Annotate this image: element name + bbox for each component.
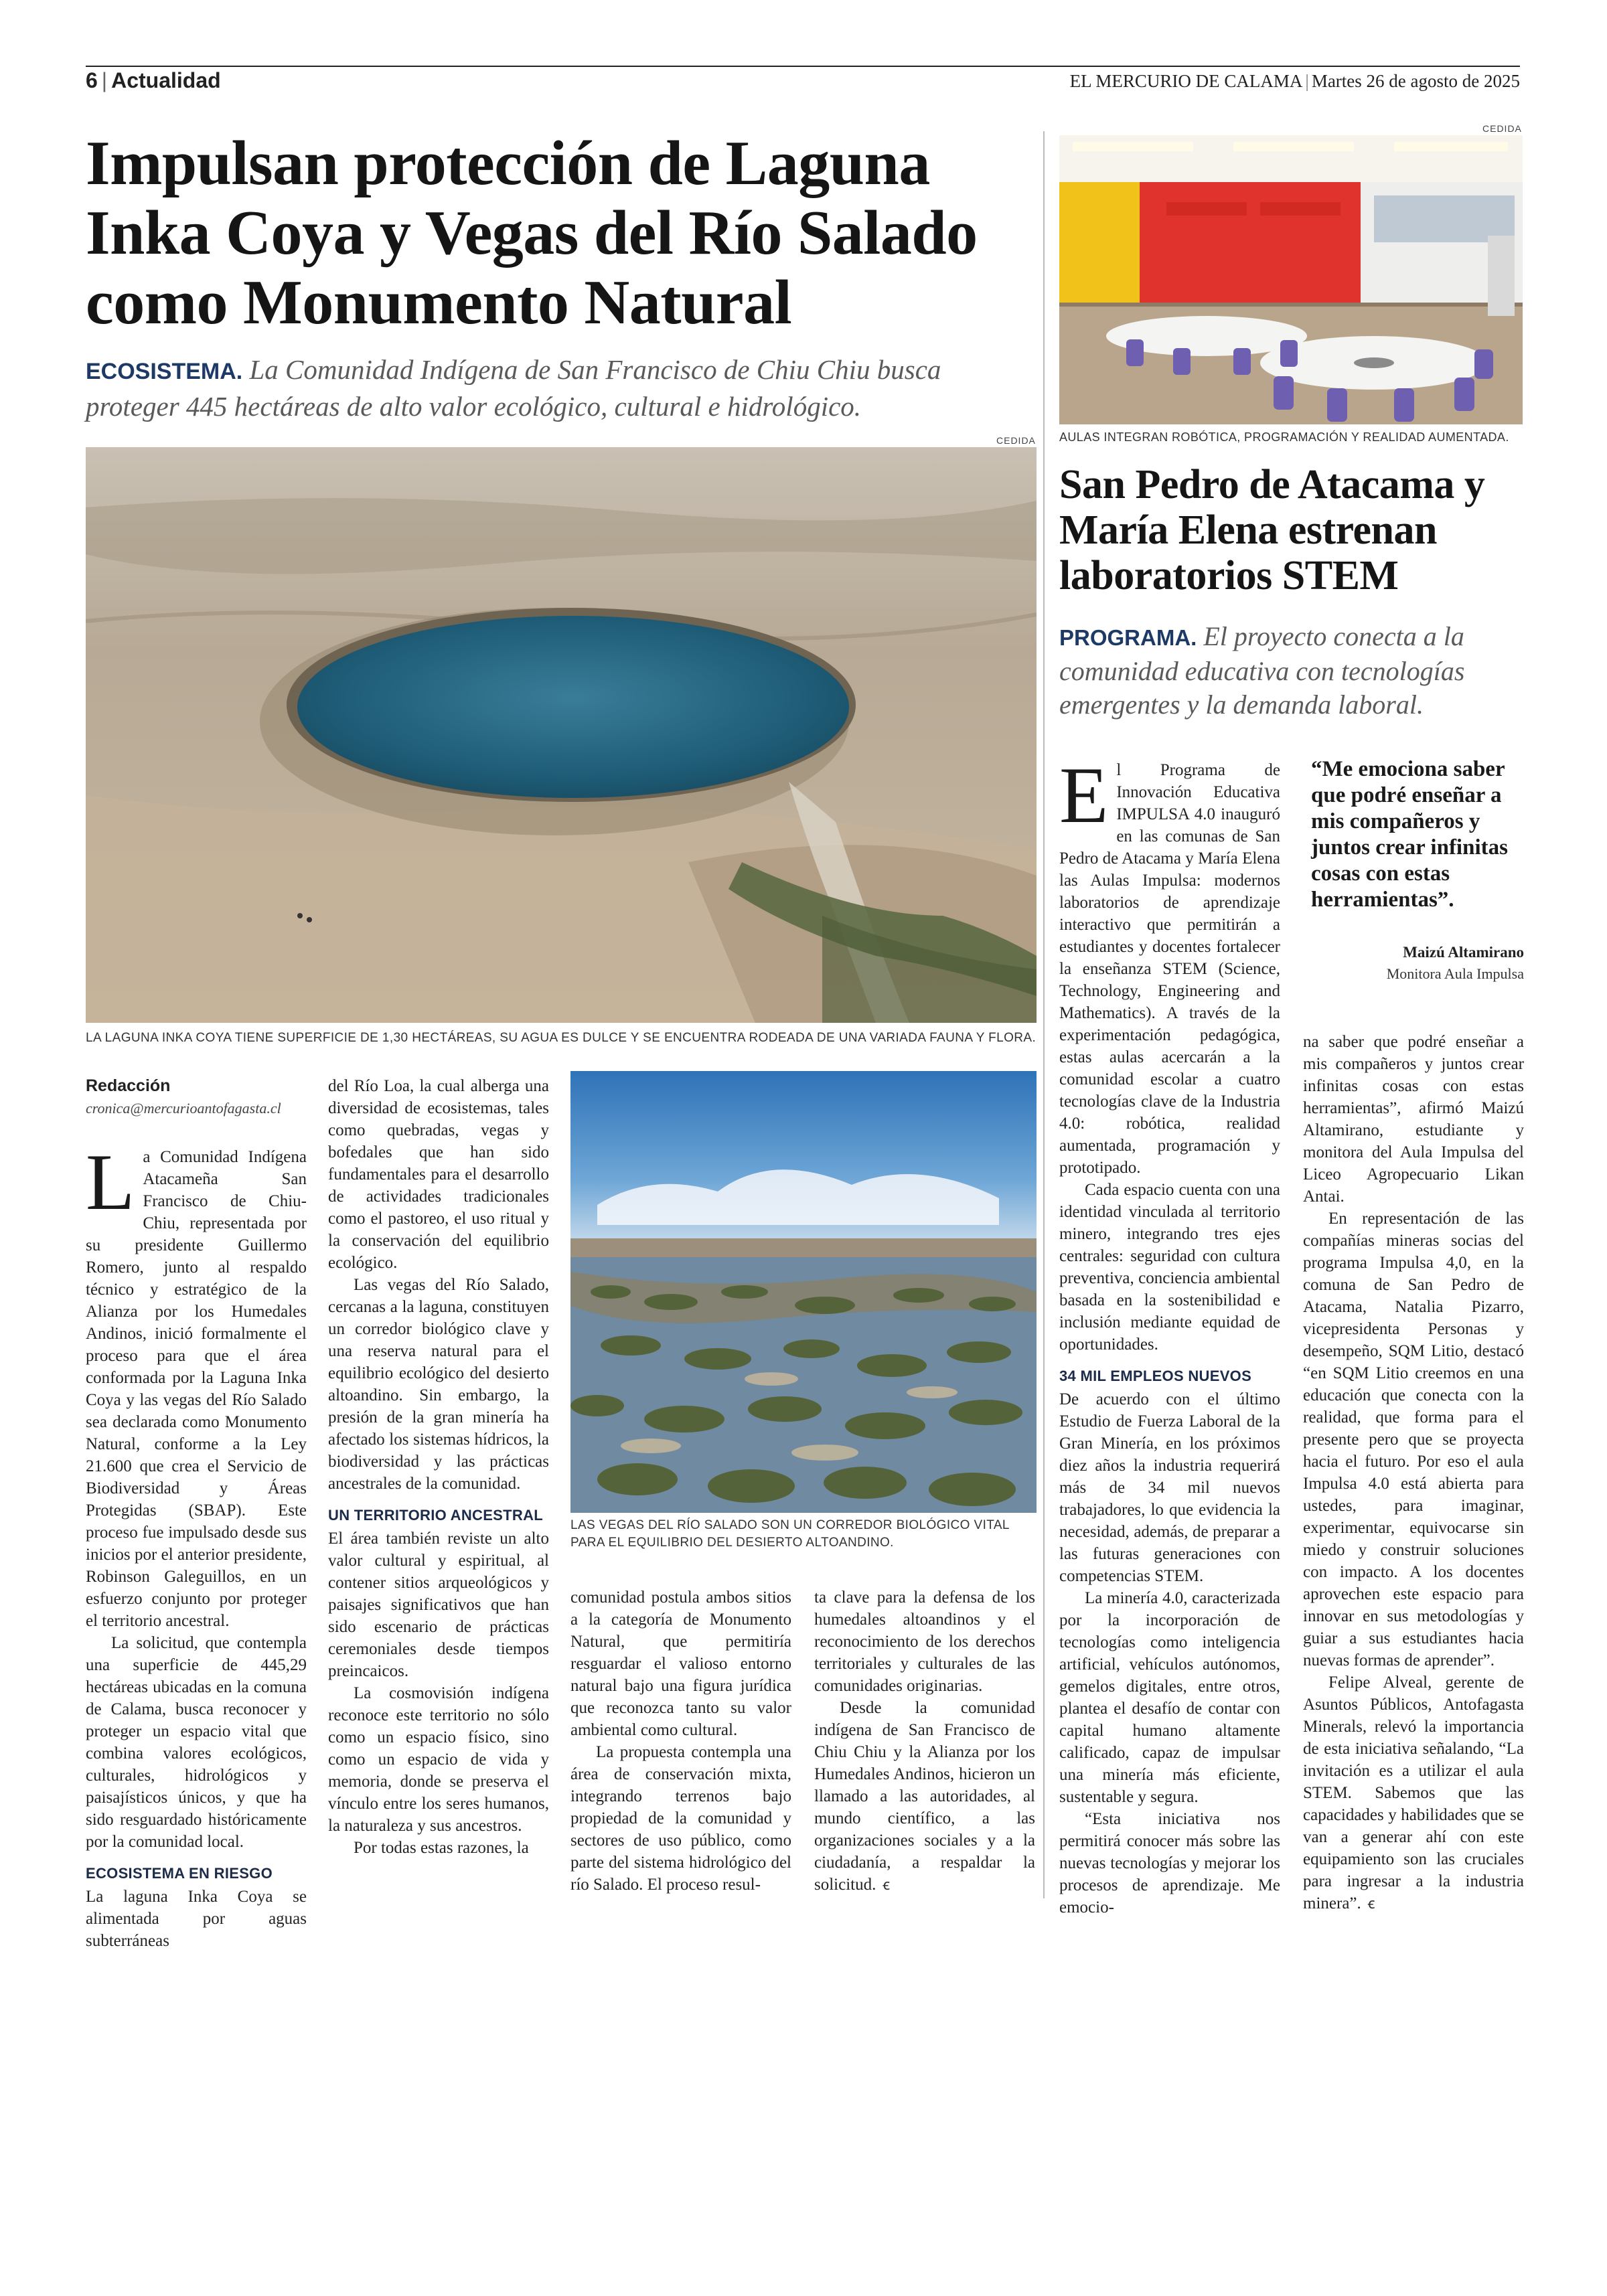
paragraph: “Esta iniciativa nos permitirá conocer más sobre las nuevas tecnologías y mejorar los procesos de aprendizaje. Me emocio- [1059,1810,1280,1916]
side-column-1 [1059,750,1280,1918]
paragraph-text: a Comunidad Indígena Atacameña San Francisco de Chiu-Chiu, representada por su presidente Guillermo Romero, junto al respaldo técnico y estratégico de la Alianza por los Humedales Andinos, inició formalmente el proceso para que el área conformada por la Laguna Inka Coya y las vegas del Río Salado sea declarada como Monumento Natural, conforme a la Ley 21.600 que crea el Servicio de Biodiversidad y Áreas Protegidas (SBAP). Este proceso fue impulsado desde sus inicios por el anterior presidente, Robinson Galeguillos, en un esfuerzo conjunto por proteger el territorio ancestral. [86,1148,307,1630]
quote-author-role: Monitora Aula Impulsa [1386,965,1524,982]
main-headline-line: como Monumento Natural [86,268,792,337]
page-section-label [86,68,221,93]
paragraph: Por todas estas razones, la [354,1839,529,1857]
main-headline [86,129,1030,337]
paragraph: del Río Loa, la cual alberga una diversidad de ecosistemas, tales como quebradas, vegas y bofedales que han sido fundamentales para el desarrollo de actividades tradicionales como el pastoreo, el uso ritual y la conservación del equilibrio ecológico. [328,1077,549,1272]
main-column-3 [570,1586,791,1896]
paragraph: La propuesta contempla una área de conservación mixta, integrando terrenos bajo propiedad de la comunidad y sectores de uso público, como parte del sistema hidrológico del río Salado. El proceso resul- [570,1743,791,1894]
paragraph: La cosmovisión indígena reconoce este territorio no sólo como un espacio físico, sino como un espacio de vida y memoria, donde se preserva el vínculo entre los seres humanos, la naturaleza y sus ancestros. [328,1684,549,1835]
photo-credit: CEDIDA [1482,123,1522,134]
main-deck-kicker: ECOSISTEMA. [86,359,243,384]
side-headline [1059,462,1528,598]
side-deck-text: El proyecto conecta a la comunidad educativa con tecnologías emergentes y la demanda laboral. [1059,621,1465,720]
newspaper-name: EL MERCURIO DE CALAMA [1069,71,1303,91]
masthead-info [1070,71,1520,92]
paragraph-text: Felipe Alveal, gerente de Asuntos Públicos, Antofagasta Minerals, relevó la importancia de esta iniciativa señalando, “La invitación es a utilizar el aula STEM. Sabemos que las capacidades y habilidades que se van a generar ahí con este equipamiento son las cruciales para ingresar a la industria minera”. [1303,1673,1524,1912]
main-column-1 [86,1137,307,1952]
main-headline-line: Inka Coya y Vegas del Río Salado [86,198,978,268]
main-deck-text: La Comunidad Indígena de San Francisco de Chiu Chiu busca proteger 445 hectáreas de alto valor ecológico, cultural e hidrológico. [86,354,941,422]
side-deck-kicker: PROGRAMA. [1059,625,1197,650]
paragraph: La minería 4.0, caracterizada por la incorporación de tecnologías como inteligencia artificial, vehículos autónomos, gemelos digitales, entre otros, plantea el desafío de contar con capital humano altamente calificado, capaz de impulsar una minería más eficiente, sustentable y segura. [1059,1589,1280,1806]
drop-cap: E [1059,750,1109,839]
header-rule [86,66,1520,67]
paragraph: Las vegas del Río Salado, cercanas a la laguna, constituyen un corredor biológico clave y una reserva natural para el equilibrio ecológico del desierto altoandino. Sin embargo, la presión de la gran minería ha afectado los sistemas hídricos, la biodiversidad y las prácticas ancestrales de la comunidad. [328,1276,549,1493]
drop-cap: L [86,1137,135,1226]
paragraph: De acuerdo con el último Estudio de Fuerza Laboral de la Gran Minería, en los próximos diez años la industria requerirá más de 34 mil nuevos trabajadores, lo que evidencia la necesidad, además, de preparar a las futuras generaciones con competencias STEM. [1059,1390,1280,1585]
side-headline-line: San Pedro de Atacama y [1059,462,1485,507]
header-divider: | [101,68,108,92]
stem-photo-caption: AULAS INTEGRAN ROBÓTICA, PROGRAMACIÓN Y REALIDAD AUMENTADA. [1059,430,1509,444]
stem-classroom-photo [1059,135,1523,424]
paragraph-text: Desde la comunidad indígena de San Francisco de Chiu Chiu y la Alianza por los Humedales Andinos, hicieron un llamado a las autoridades, al mundo científico, a las organizaciones sociales y a la ciudadanía, a respaldar la solicitud. [814,1699,1035,1894]
quote-author: Maizú Altamirano [1403,944,1524,961]
paragraph: ta clave para la defensa de los humedales altoandinos y el reconocimiento de los derechos territoriales y culturales de las comunidades originarias. [814,1588,1035,1695]
section-name: Actualidad [111,68,221,92]
side-deck [1059,620,1528,722]
subheading: 34 MIL EMPLEOS NUEVOS [1059,1368,1252,1384]
pull-quote: “Me emociona saber que podré enseñar a mis compañeros y juntos crear infinitas cosas con estas herramientas”. [1311,757,1508,912]
side-headline-line: laboratorios STEM [1059,553,1399,598]
laguna-photo-caption: LA LAGUNA INKA COYA TIENE SUPERFICIE DE 1,30 HECTÁREAS, SU AGUA ES DULCE Y SE ENCUENTRA RODEADA DE UNA VARIADA FAUNA Y FLORA. [86,1031,1037,1045]
classroom-illustration [1059,135,1523,424]
paragraph [1059,750,1280,1179]
paragraph [814,1697,1035,1896]
column-divider [1043,131,1045,1898]
paragraph-text: l Programa de Innovación Educativa IMPULSA 4.0 inauguró en las comunas de San Pedro de Atacama y María Elena las Aulas Impulsa: modernos laboratorios de aprendizaje interactivo que permitirán a estudiantes y docentes fortalecer la enseñanza STEM (Science, Technology, Engineering and Mathematics). A través de la experimentación pedagógica, estas aulas acercarán a la comunidad escolar a cuatro tecnologías clave de la Industria 4.0: robótica, realidad aumentada, programación y prototipado. [1059,761,1280,1177]
vegas-photo-caption: LAS VEGAS DEL RÍO SALADO SON UN CORREDOR BIOLÓGICO VITAL PARA EL EQUILIBRIO DEL DESIERTO ALTOANDINO. [570,1518,1010,1550]
issue-date: Martes 26 de agosto de 2025 [1311,71,1520,91]
paragraph: La laguna Inka Coya se alimentada por aguas subterráneas [86,1888,307,1950]
paragraph: La solicitud, que contempla una superficie de 445,29 hectáreas ubicadas en la comuna de Calama, busca reconocer y proteger un espacio vital que combina valores ecológicos, culturales, hidrológicos y paisajísticos únicos, y que ha sido resguardado históricamente por la comunidad local. [86,1634,307,1851]
paragraph [86,1137,307,1632]
side-column-2 [1303,1031,1524,1914]
page-number: 6 [86,68,98,92]
paragraph: En representación de las compañías mineras socias del programa Impulsa 4,0, en la comuna de San Pedro de Atacama, Natalia Pizarro, vicepresidenta Personas y desempeño, SQM Litio, destacó “en SQM Litio creemos en una educación que conecta con la realidad, que forma para el presente pero que se proyecta hacia el futuro. Por eso el aula Impulsa 4.0 está abierta para ustedes, para imaginar, experimentar, equivocarse sin miedo y construir soluciones con impacto. A los docentes aprovechen este espacio para innovar en sus metodologías y guiar a sus estudiantes hacia nuevas formas de aprender”. [1303,1210,1524,1669]
end-mark-icon: ꞓ [883,1876,890,1893]
byline-name: Redacción [86,1076,171,1095]
paragraph: comunidad postula ambos sitios a la categoría de Monumento Natural, que permitiría resguardar el valioso entorno natural bajo una figura jurídica que reconozca tanto su valor ambiental como cultural. [570,1588,791,1739]
main-headline-line: Impulsan protección de Laguna [86,129,930,198]
laguna-aerial-photo [86,447,1037,1023]
vegas-illustration [570,1071,1037,1513]
laguna-illustration [86,447,1037,1023]
paragraph: Cada espacio cuenta con una identidad vinculada al territorio minero, integrando tres ejes centrales: seguridad con cultura preventiva, conciencia ambiental basada en la sostenibilidad e inclusión mediante equidad de oportunidades. [1059,1181,1280,1354]
main-column-4 [814,1586,1035,1896]
main-column-2 [328,1075,549,1859]
photo-credit: CEDIDA [996,435,1036,446]
header-divider: | [1305,71,1309,91]
paragraph [1303,1671,1524,1914]
end-mark-icon: ꞓ [1367,1895,1375,1912]
subheading: UN TERRITORIO ANCESTRAL [328,1507,544,1524]
paragraph: na saber que podré enseñar a mis compañeros y juntos crear infinitas cosas con estas herramientas”, afirmó Maizú Altamirano, estudiante y monitora del Aula Impulsa del Liceo Agropecuario Likan Antai. [1303,1033,1524,1206]
main-deck [86,352,1037,424]
byline-email: cronica@mercurioantofagasta.cl [86,1100,281,1117]
side-headline-line: María Elena estrenan [1059,507,1438,553]
paragraph: El área también reviste un alto valor cultural y espiritual, al contener sitios arqueológicos y paisajes significativos que han sido escenario de prácticas ceremoniales desde tiempos preincaicos. [328,1530,549,1680]
vegas-rio-salado-photo [570,1071,1037,1513]
subheading: ECOSISTEMA EN RIESGO [86,1865,273,1882]
